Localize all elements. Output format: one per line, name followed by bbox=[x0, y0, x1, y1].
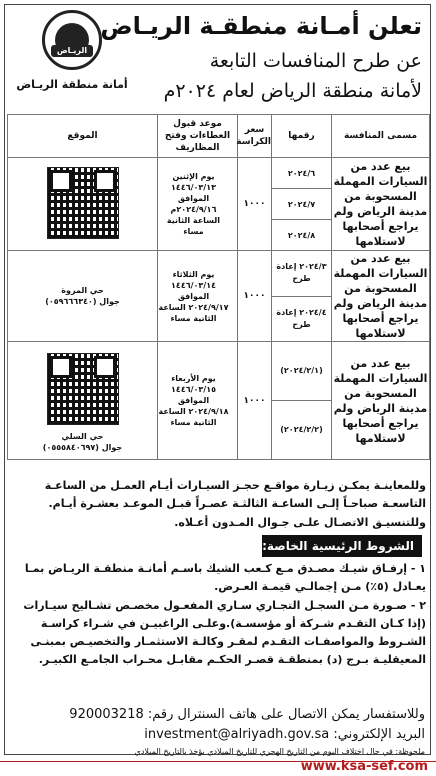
col-header-price: سعر الكراسة bbox=[238, 115, 272, 158]
tender-name: بيع عدد من السيارات المهملة المسحوبة من مدينة الرياض ولم يراجع أصحابها لاستلامها bbox=[332, 251, 430, 342]
contact-email[interactable]: البريد الإلكتروني: investment@alriyadh.gov.sa bbox=[144, 727, 425, 742]
website-link[interactable]: www.ksa-sef.com bbox=[300, 759, 428, 774]
condition-item: ١ - إرفـاق شيـك مصـدق مـع كـعب الشيك باسـم أمانـة منطقـة الريـاض بمـا يعـادل (٥٪) مـن إجمالـي قيمـة العـرض. bbox=[24, 562, 426, 593]
tender-number: (٢٠٢٤/٢/١) bbox=[272, 342, 332, 401]
tender-name: بيع عدد من السيارات المهملة المسحوبة من مدينة الرياض ولم يراجع أصحابها لاستلامها bbox=[332, 158, 430, 251]
col-header-location: الموقع bbox=[8, 115, 158, 158]
tender-number: (٢٠٢٤/٢/٢) bbox=[272, 401, 332, 460]
location-phone: جوال (٠٥٩٦٦٦٣٤٠) bbox=[45, 297, 120, 306]
tender-number: ٢٠٢٤/٣ إعادة طرح bbox=[272, 251, 332, 297]
coordination-note: وللتنسيـق الاتصـال علـى جـوال المـدون أعـلاه. bbox=[174, 516, 426, 529]
col-header-name: مسمى المنافسة bbox=[332, 115, 430, 158]
qr-code-icon[interactable] bbox=[47, 353, 119, 425]
table-row bbox=[8, 342, 430, 401]
table-row bbox=[8, 251, 430, 297]
logo-name: أمانة منطقة الريـاض bbox=[16, 78, 128, 91]
page-title: تعلن أمـانة منطقـة الريـاض bbox=[100, 12, 422, 40]
tenders-table bbox=[7, 114, 430, 460]
opening-date: يوم الإثنين ١٤٤٦/٠٣/١٣ الموافق ٢٠٢٤/٩/١٦م الساعة الثانية مساء bbox=[158, 158, 238, 251]
location-phone: جوال (٠٥٥٥٨٤٠٦٩٧) bbox=[42, 442, 123, 452]
tender-number: ٢٠٢٤/٦ bbox=[272, 158, 332, 189]
logo-seal-icon bbox=[42, 10, 102, 70]
col-header-number: رقمها bbox=[272, 115, 332, 158]
qr-code-icon[interactable] bbox=[47, 167, 119, 239]
booklet-price: ١٠٠٠ bbox=[238, 342, 272, 460]
riyadh-logo bbox=[12, 10, 132, 110]
condition-item: ٢ - صـورة مـن السجـل التجـاري سـاري المفعـول مخصـص تشـاليح سيـارات (إذا كـان التقـدم شـركة أو مؤسسـة).وعلـى الراغبيـن في شـراء كراسـة الشـروط والمواصفـات التقـدم لمقـر وكالـة الاستثمـار والتخصيـص بمبنـى المعيقليـة بـرج (د) بمنطقـة قصـر الحكـم مقابـل محـراب الجامـع الكبيـر. bbox=[23, 599, 426, 666]
table-header-row bbox=[8, 115, 430, 158]
location-cell bbox=[8, 158, 158, 251]
opening-date: يوم الثلاثاء ١٤٤٦/٠٣/١٤ الموافق ٢٠٢٤/٩/١٧ الساعة الثانية مساء bbox=[158, 251, 238, 342]
inspection-note: وللمعاينـة يمكـن زيـارة مواقـع حجـز السيـارات أيـام العمـل من الساعـة التاسعـة صباحـاً إلـى الساعـة الثالثـة عصـراً قبـل الموعـد بعشـرة أيـام. bbox=[44, 479, 426, 510]
header bbox=[6, 8, 428, 110]
date-note: ملحوظة: في حال اختلاف اليوم من التاريخ الهجري للتاريخ الميلادي يؤخذ بالتاريخ الميلادي bbox=[134, 747, 425, 756]
subtitle-year: لأمانة منطقة الرياض لعام ٢٠٢٤م bbox=[163, 80, 422, 102]
booklet-price: ١٠٠٠ bbox=[238, 158, 272, 251]
tender-number: ٢٠٢٤/٧ bbox=[272, 189, 332, 220]
location-district: حي المروة bbox=[61, 286, 104, 295]
col-header-date: موعد قبول العطاءات وفتح المظاريف bbox=[158, 115, 238, 158]
logo-text: الريـاض bbox=[51, 45, 93, 57]
booklet-price: ١٠٠٠ bbox=[238, 251, 272, 342]
location-cell bbox=[8, 342, 158, 460]
tender-number: ٢٠٢٤/٤ إعادة طرح bbox=[272, 296, 332, 342]
location-cell bbox=[8, 251, 158, 342]
table-row bbox=[8, 158, 430, 189]
contact-box bbox=[30, 705, 425, 759]
conditions-title: الشروط الرئيسية الخاصة: bbox=[262, 535, 422, 557]
tender-number: ٢٠٢٤/٨ bbox=[272, 220, 332, 251]
opening-date: يوم الأربعاء ١٤٤٦/٠٣/١٥ الموافق ٢٠٢٤/٩/١٨ الساعة الثانية مساء bbox=[158, 342, 238, 460]
contact-phone: وللاستفسار يمكن الاتصال على هاتف السنترال رقم: 920003218 bbox=[69, 707, 425, 722]
tender-name: بيع عدد من السيارات المهملة المسحوبة من مدينة الرياض ولم يراجع أصحابها لاستلامها bbox=[332, 342, 430, 460]
location-district: حي السلي bbox=[61, 431, 104, 441]
subtitle-line: عن طرح المنافسات التابعة bbox=[209, 50, 422, 72]
